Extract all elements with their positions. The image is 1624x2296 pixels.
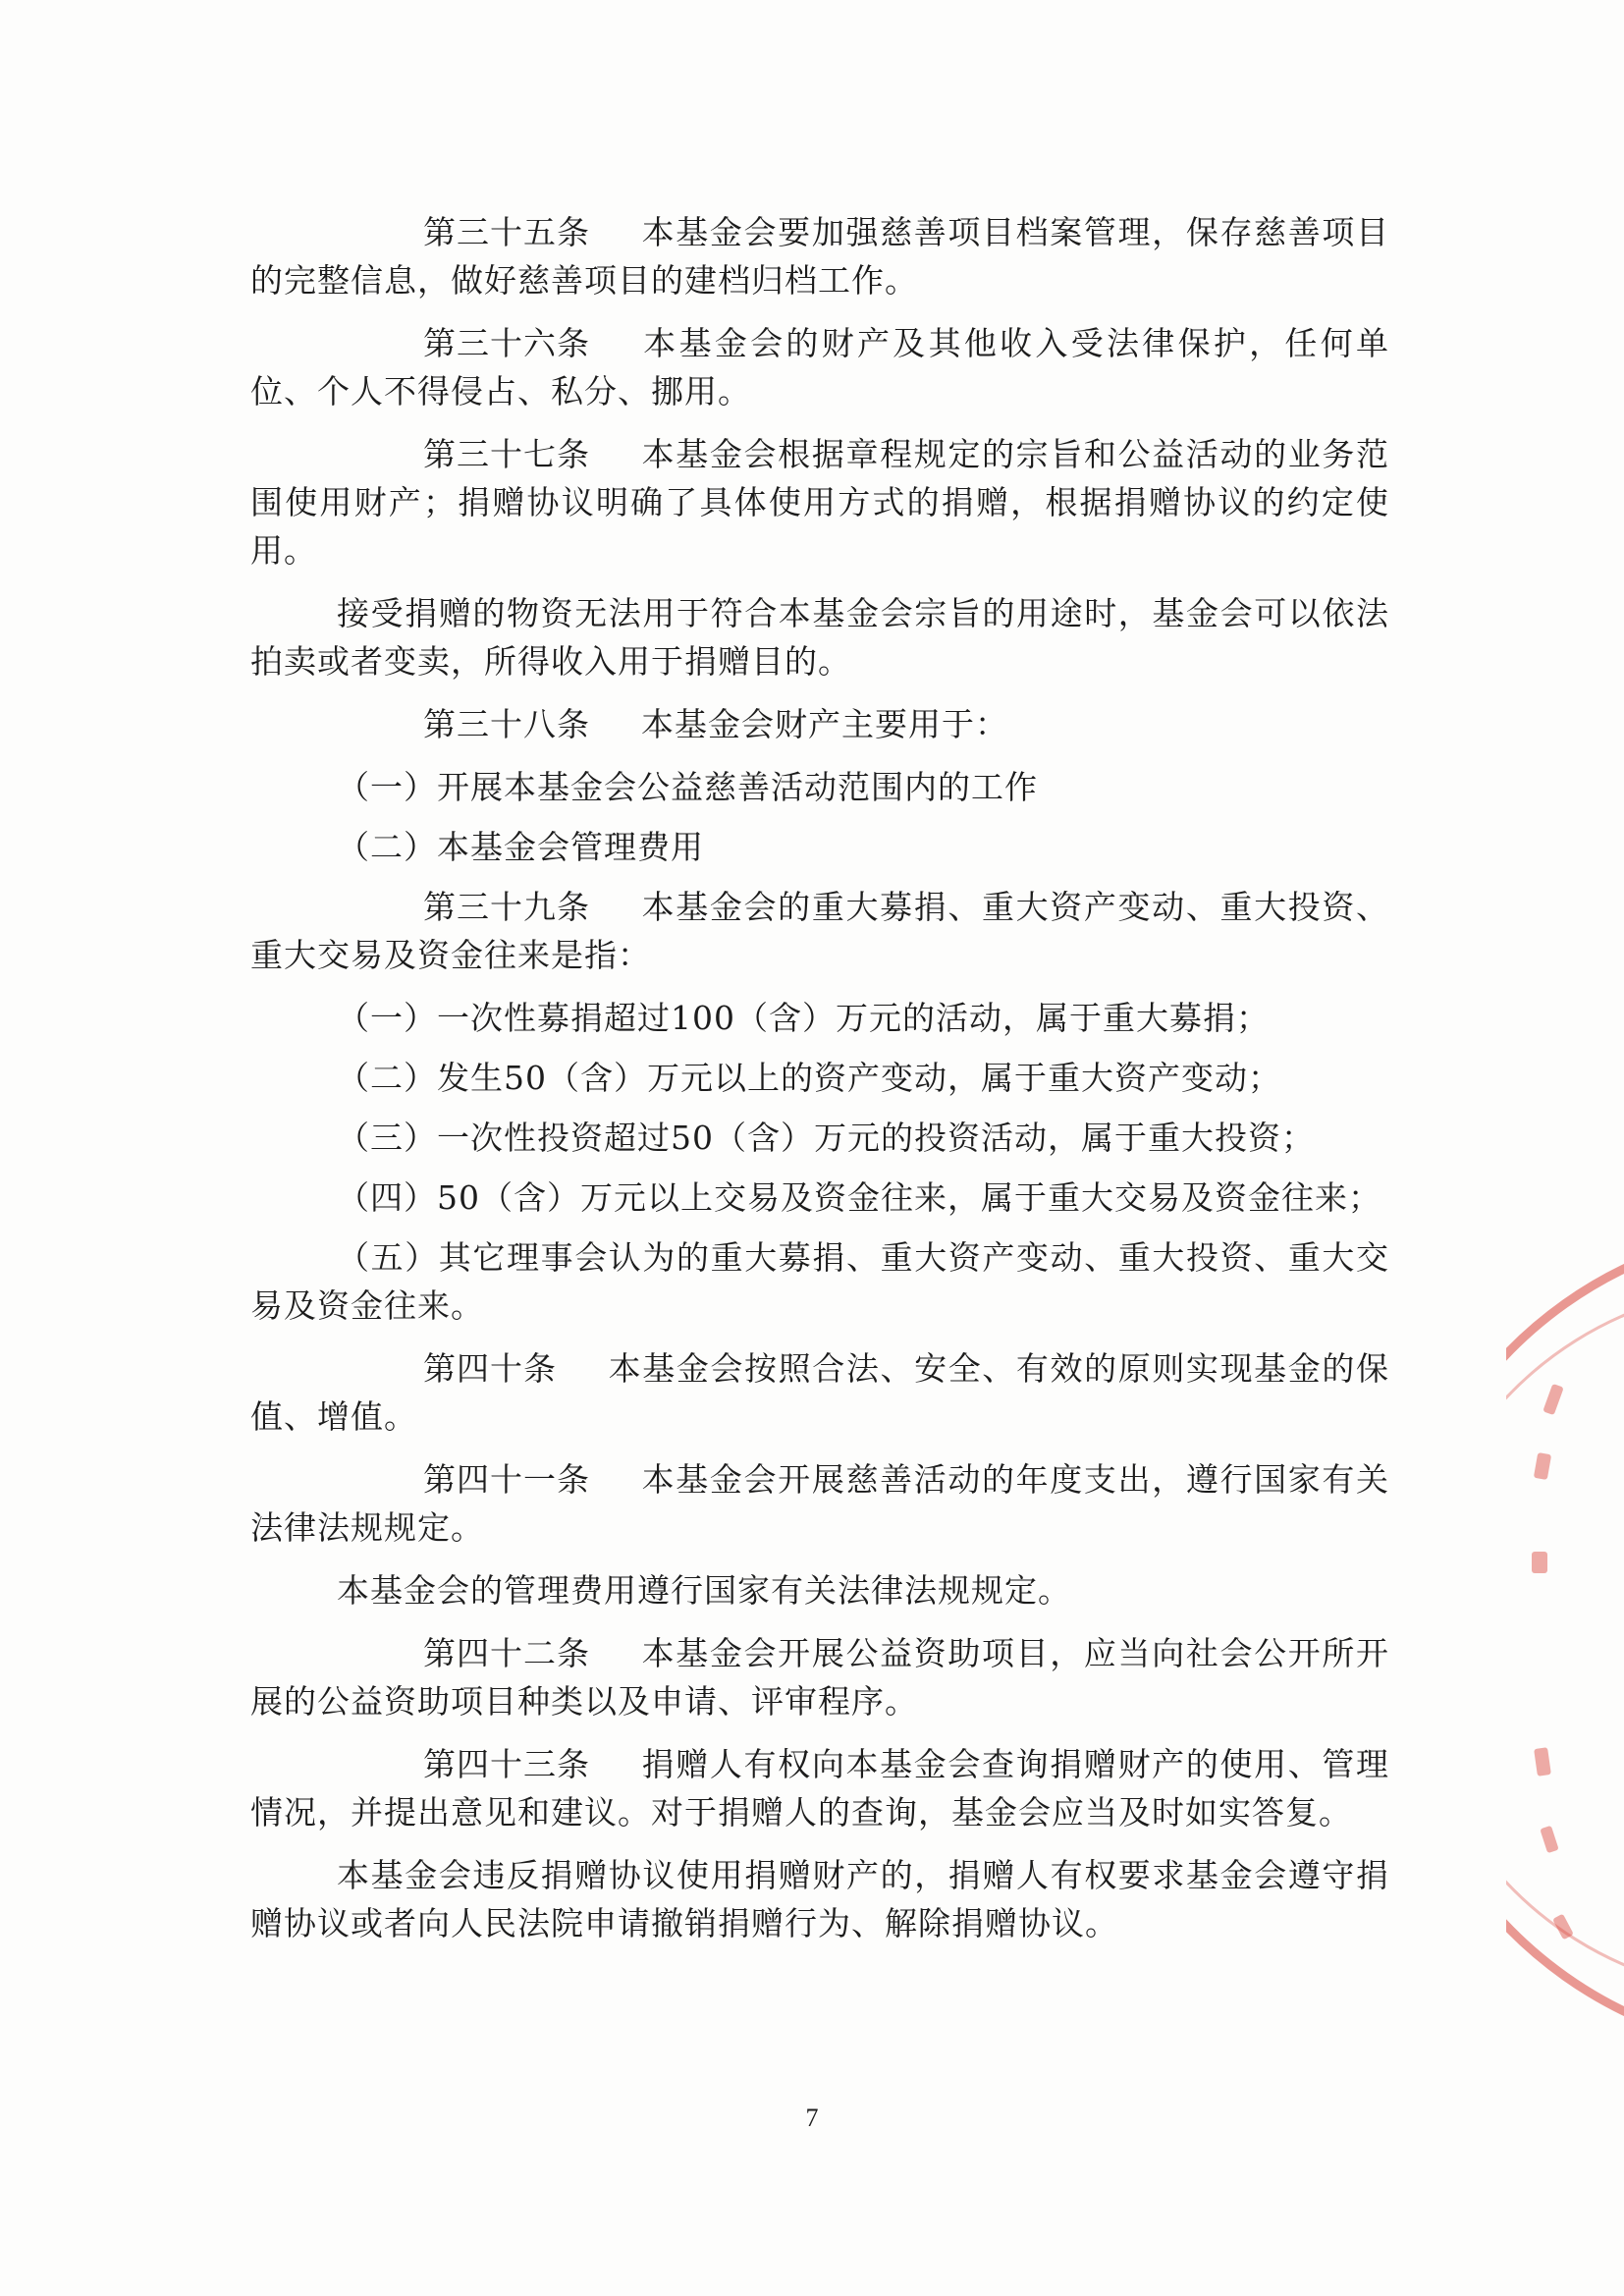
- paragraph-text: 本基金会违反捐赠协议使用捐赠财产的，捐赠人有权要求基金会遵守捐赠协议或者向人民法院申请撤销捐赠行为、解除捐赠协议。: [250, 1856, 1389, 1942]
- article-number: 第四十二条: [423, 1634, 590, 1672]
- list-item-text: （三）一次性投资超过50（含）万元的投资活动，属于重大投资；: [337, 1119, 1315, 1157]
- article-number: 第四十三条: [423, 1745, 590, 1783]
- article-text: 本基金会开展公益资助项目，应当向社会公开所开展的公益资助项目种类以及申请、评审程序。: [250, 1634, 1389, 1721]
- article-text: 本基金会要加强慈善项目档案管理，保存慈善项目的完整信息，做好慈善项目的建档归档工作。: [250, 213, 1389, 300]
- article-text: 本基金会财产主要用于：: [641, 705, 1008, 743]
- article-41-paragraph-2: [250, 1566, 1389, 1614]
- list-item-text: （四）50（含）万元以上交易及资金往来，属于重大交易及资金往来；: [337, 1178, 1381, 1217]
- article-text: 捐赠人有权向本基金会查询捐赠财产的使用、管理情况，并提出意见和建议。对于捐赠人的查询，基金会应当及时如实答复。: [250, 1745, 1389, 1831]
- list-item-text: （一）开展本基金会公益慈善活动范围内的工作: [337, 768, 1038, 806]
- article-text: 本基金会按照合法、安全、有效的原则实现基金的保值、增值。: [250, 1349, 1389, 1436]
- article-37: [250, 430, 1389, 574]
- article-38-item-2: [250, 823, 1389, 871]
- article-39-item-5: [250, 1233, 1389, 1330]
- article-39-item-1: [250, 994, 1389, 1042]
- seal-ring-outer: [1506, 1247, 1624, 2033]
- article-39-item-2: [250, 1054, 1389, 1102]
- page-number: 7: [805, 2104, 819, 2132]
- article-43: [250, 1740, 1389, 1836]
- article-43-paragraph-2: [250, 1851, 1389, 1947]
- seal-ring-inner: [1506, 1296, 1624, 1984]
- list-item-text: （一）一次性募捐超过100（含）万元的活动，属于重大募捐；: [337, 999, 1270, 1037]
- list-item-text: （五）其它理事会认为的重大募捐、重大资产变动、重大投资、重大交易及资金往来。: [250, 1238, 1389, 1325]
- article-number: 第三十八条: [423, 705, 590, 743]
- article-number: 第四十条: [423, 1349, 557, 1388]
- article-41: [250, 1455, 1389, 1552]
- article-42: [250, 1629, 1389, 1725]
- article-text: 本基金会开展慈善活动的年度支出，遵行国家有关法律法规规定。: [250, 1460, 1389, 1547]
- article-39: [250, 883, 1389, 979]
- article-number: 第三十七条: [423, 435, 590, 473]
- list-item-text: （二）本基金会管理费用: [337, 828, 704, 866]
- article-text: 本基金会的财产及其他收入受法律保护，任何单位、个人不得侵占、私分、挪用。: [250, 324, 1389, 410]
- article-38-item-1: [250, 763, 1389, 811]
- article-39-item-4: [250, 1174, 1389, 1222]
- article-39-item-3: [250, 1114, 1389, 1162]
- seal-marks: [1532, 1384, 1574, 1941]
- article-40: [250, 1344, 1389, 1441]
- red-seal-stamp-edge: [1506, 1237, 1624, 2043]
- article-number: 第四十一条: [423, 1460, 590, 1499]
- paragraph-text: 本基金会的管理费用遵行国家有关法律法规规定。: [337, 1571, 1071, 1610]
- article-number: 第三十六条: [423, 324, 590, 362]
- article-text: 本基金会的重大募捐、重大资产变动、重大投资、重大交易及资金往来是指：: [250, 888, 1389, 974]
- article-text: 本基金会根据章程规定的宗旨和公益活动的业务范围使用财产；捐赠协议明确了具体使用方式的捐赠，根据捐赠协议的约定使用。: [250, 435, 1389, 570]
- article-number: 第三十五条: [423, 213, 590, 251]
- article-36: [250, 319, 1389, 415]
- article-37-paragraph-2: [250, 589, 1389, 685]
- article-38: [250, 700, 1389, 748]
- article-number: 第三十九条: [423, 888, 590, 926]
- list-item-text: （二）发生50（含）万元以上的资产变动，属于重大资产变动；: [337, 1059, 1281, 1097]
- paragraph-text: 接受捐赠的物资无法用于符合本基金会宗旨的用途时，基金会可以依法拍卖或者变卖，所得收入用于捐赠目的。: [250, 594, 1389, 681]
- article-35: [250, 208, 1389, 304]
- document-body: [250, 208, 1389, 1962]
